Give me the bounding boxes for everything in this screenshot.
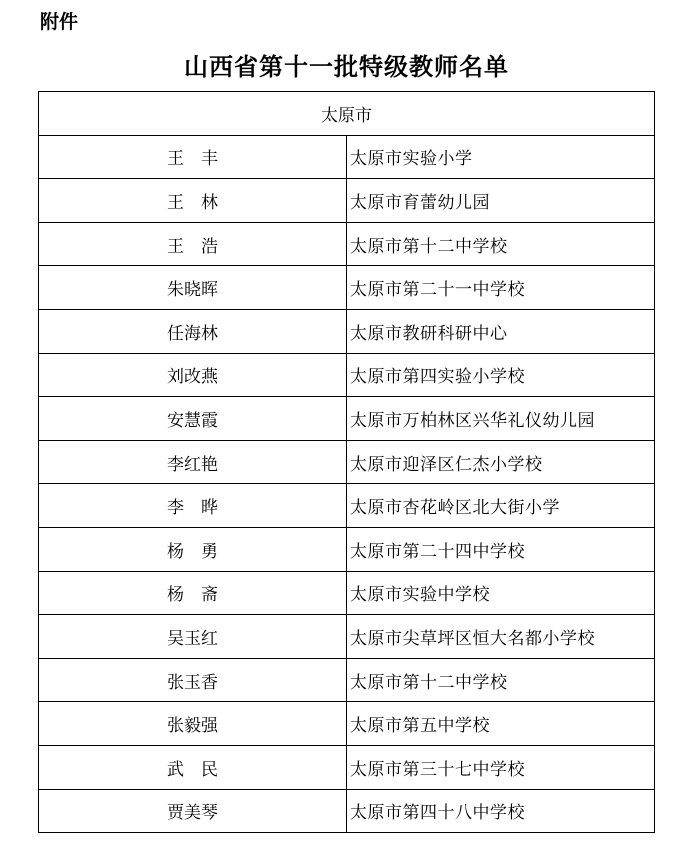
teacher-name: 李红艳 — [39, 440, 347, 484]
table-row — [39, 135, 655, 179]
teacher-name: 刘改燕 — [39, 353, 347, 397]
teacher-name: 张毅强 — [39, 702, 347, 746]
table-row — [39, 745, 655, 789]
document-title: 山西省第十一批特级教师名单 — [184, 52, 509, 81]
table-row — [39, 309, 655, 353]
teacher-school: 太原市第五中学校 — [347, 702, 655, 746]
table-row — [39, 179, 655, 223]
teacher-school: 太原市教研科研中心 — [347, 309, 655, 353]
teacher-school: 太原市第二十一中学校 — [347, 266, 655, 310]
teacher-name: 张玉香 — [39, 658, 347, 702]
table-row — [39, 527, 655, 571]
teacher-school: 太原市尖草坪区恒大名都小学校 — [347, 615, 655, 659]
region-header-row — [39, 92, 655, 136]
table-row — [39, 571, 655, 615]
teacher-name: 杨 勇 — [39, 527, 347, 571]
region-header: 太原市 — [39, 92, 655, 136]
table-row — [39, 484, 655, 528]
teacher-school: 太原市第四十八中学校 — [347, 789, 655, 833]
teacher-name: 朱晓晖 — [39, 266, 347, 310]
teacher-roster-table — [38, 91, 655, 833]
table-row — [39, 440, 655, 484]
teacher-school: 太原市第十二中学校 — [347, 222, 655, 266]
table-row — [39, 222, 655, 266]
roster-body — [39, 92, 655, 833]
attachment-label: 附件 — [40, 11, 79, 33]
teacher-school: 太原市杏花岭区北大街小学 — [347, 484, 655, 528]
teacher-school: 太原市实验小学 — [347, 135, 655, 179]
teacher-name: 王 林 — [39, 179, 347, 223]
teacher-name: 武 民 — [39, 745, 347, 789]
table-row — [39, 266, 655, 310]
teacher-name: 任海林 — [39, 309, 347, 353]
table-row — [39, 615, 655, 659]
table-row — [39, 789, 655, 833]
teacher-name: 吴玉红 — [39, 615, 347, 659]
teacher-school: 太原市万柏林区兴华礼仪幼儿园 — [347, 397, 655, 441]
teacher-school: 太原市第十二中学校 — [347, 658, 655, 702]
teacher-name: 王 浩 — [39, 222, 347, 266]
teacher-school: 太原市第三十七中学校 — [347, 745, 655, 789]
table-row — [39, 702, 655, 746]
teacher-school: 太原市实验中学校 — [347, 571, 655, 615]
teacher-school: 太原市第二十四中学校 — [347, 527, 655, 571]
teacher-school: 太原市育蕾幼儿园 — [347, 179, 655, 223]
table-row — [39, 353, 655, 397]
table-row — [39, 658, 655, 702]
teacher-name: 杨 斋 — [39, 571, 347, 615]
teacher-name: 贾美琴 — [39, 789, 347, 833]
teacher-school: 太原市第四实验小学校 — [347, 353, 655, 397]
teacher-name: 安慧霞 — [39, 397, 347, 441]
table-row — [39, 397, 655, 441]
teacher-school: 太原市迎泽区仁杰小学校 — [347, 440, 655, 484]
teacher-name: 李 晔 — [39, 484, 347, 528]
teacher-name: 王 丰 — [39, 135, 347, 179]
